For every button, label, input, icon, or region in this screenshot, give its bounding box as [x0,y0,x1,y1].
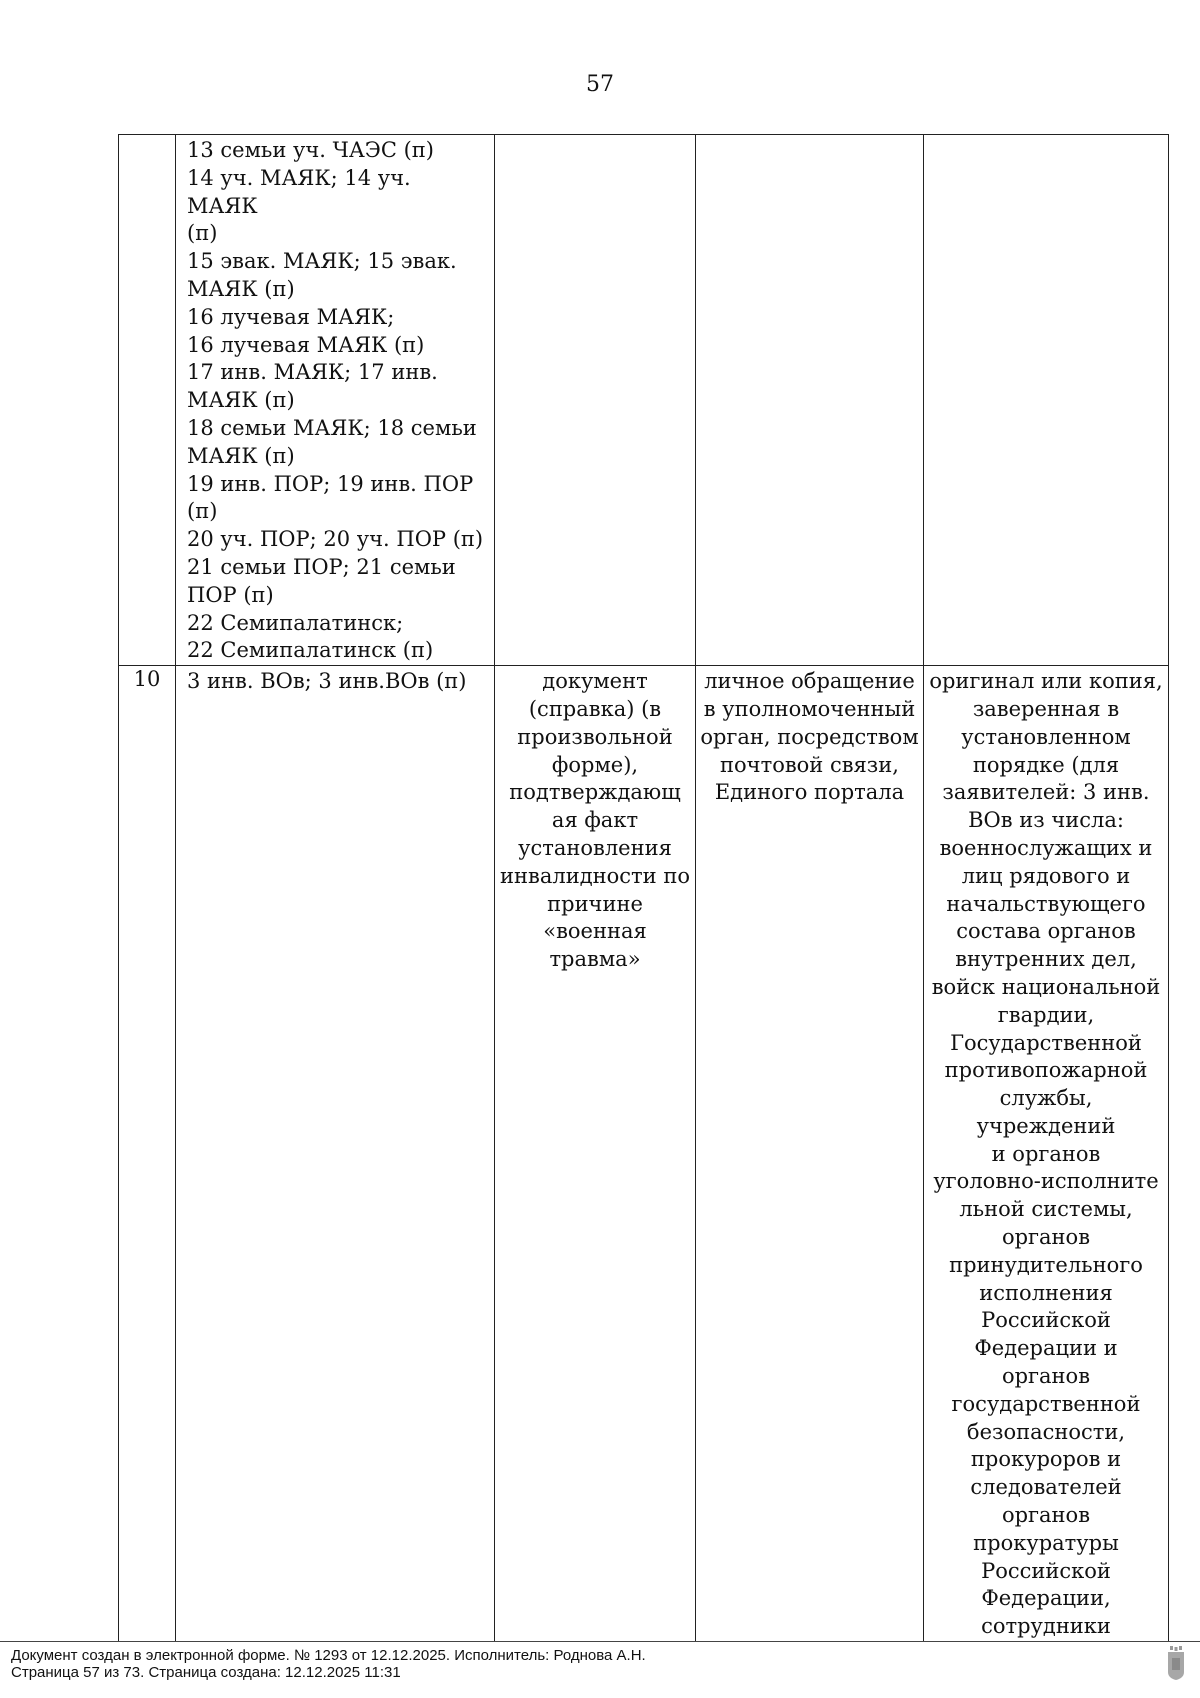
row-number-cell [119,135,176,666]
services-table [118,134,1169,1642]
method-text: личное обращение в уполномоченный орган, посредством почтовой связи, Единого портала [700,669,919,805]
document-cell [495,666,696,1642]
footer-divider [0,1641,1200,1642]
form-text [924,135,1168,137]
document-text: документ (справка) (в произвольной форме), подтверждающ ая факт установления инвалидности по причине «военная травма» [500,669,690,972]
document-cell [495,135,696,666]
category-list: 13 семьи уч. ЧАЭС (п) 14 уч. МАЯК; 14 уч. МАЯК (п) 15 эвак. МАЯК; 15 эвак. МАЯК (п) 16 лучевая МАЯК; 16 лучевая МАЯК (п) 17 инв. МАЯК; 17 инв. МАЯК (п) 18 семьи МАЯК; 18 семьи МАЯК (п) 19 инв. ПОР; 19 инв. ПОР (п) 20 уч. ПОР; 20 уч. ПОР (п) 21 семьи ПОР; 21 семьи ПОР (п) 22 Семипалатинск; 22 Семипалатинск (п) [187,138,484,663]
table-row [119,135,1169,666]
form-text: оригинал или копия, заверенная в установленном порядке (для заявителей: 3 инв. ВОв из числа: военнослужащих и лиц рядового и начальствующего состава органов внутренних дел, войск национальной гвардии, Государственной противопожарной службы, учреждений и органов уголовно-исполните льной системы, органов принудительного исполнения Российской Федерации и органов государственной безопасности, прокуроров и следователей органов прокуратуры Российской Федерации, сотрудники [929,669,1163,1639]
footer-document-info: Документ создан в электронной форме. № 1293 от 12.12.2025. Исполнитель: Роднова А.Н. [11,1647,646,1664]
category-cell [176,666,495,1642]
category-cell [176,135,495,666]
method-text [696,135,923,137]
footer [11,1647,646,1681]
row-number-cell: 10 [119,666,176,1642]
coat-of-arms-icon [1166,1646,1186,1680]
method-cell [696,135,924,666]
footer-page-info: Страница 57 из 73. Страница создана: 12.12.2025 11:31 [11,1664,401,1681]
document-text [495,135,695,137]
form-cell [924,135,1169,666]
page-number: 57 [586,72,614,97]
table-row [119,666,1169,1642]
form-cell [924,666,1169,1642]
category-list: 3 инв. ВОв; 3 инв.ВОв (п) [187,669,467,694]
method-cell [696,666,924,1642]
